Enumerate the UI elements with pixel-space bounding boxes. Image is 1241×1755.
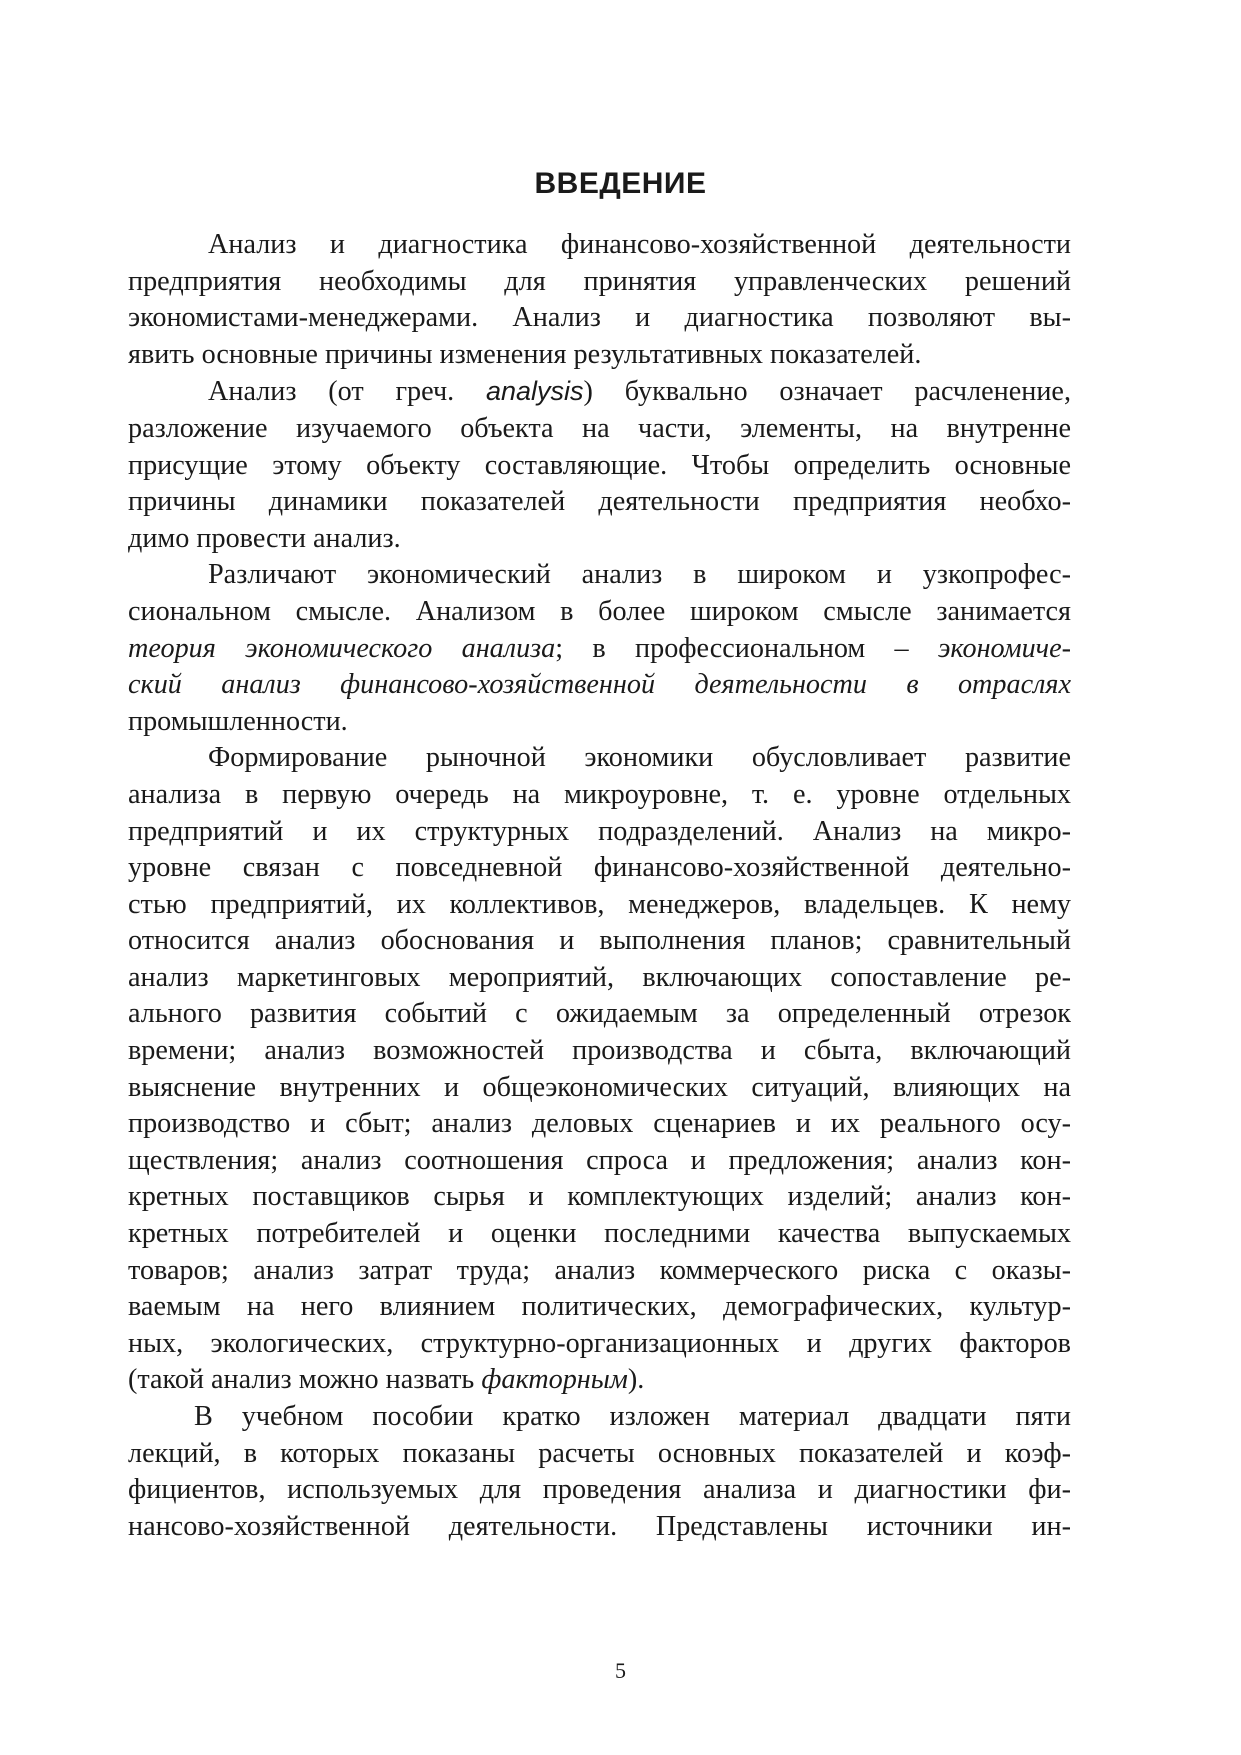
text-line: ществления; анализ соотношения спроса и предложения; анализ кон- [128,1144,1071,1176]
text-line: выяснение внутренних и общеэкономических ситуаций, влияющих на [128,1071,1071,1103]
text-line: анализа в первую очередь на микроуровне, т. е. уровне отдельных [128,778,1071,810]
italic-term: факторным [481,1364,628,1396]
paragraph-2 [128,373,1071,557]
text-line: сиональном смысле. Анализом в более широком смысле занимается [128,595,1071,627]
text-line: нансово-хозяйственной деятельности. Представлены источники ин- [128,1510,1071,1542]
text-line: предприятий и их структурных подразделений. Анализ на микро- [128,815,1071,847]
page-number: 5 [615,1658,626,1683]
text-fragment: ; в профессиональном – [555,632,938,664]
italic-term: теория экономического анализа [128,632,556,664]
text-line: кретных потребителей и оценки последними качества выпускаемых [128,1218,1071,1250]
text-line: производство и сбыт; анализ деловых сценариев и их реального осу- [128,1108,1071,1140]
text-line: времени; анализ возможностей производства и сбыта, включающий [128,1035,1071,1067]
text-fragment: ). [627,1364,645,1396]
text-line: ваемым на него влиянием политических, демографических, культур- [128,1291,1071,1323]
text-line: промышленности. [128,705,348,737]
paragraph-3 [128,557,1071,740]
italic-term: экономиче- [937,632,1072,664]
text-line: Различают экономический анализ в широком и узкопрофес- [208,559,1071,591]
latin-term: analysis [485,376,584,407]
text-line: относится анализ обоснования и выполнения планов; сравнительный [128,925,1071,957]
text-line: лекций, в которых показаны расчеты основных показателей и коэф- [128,1437,1071,1469]
text-line: В учебном пособии кратко изложен материал двадцати пяти [194,1401,1071,1432]
paragraph-4 [128,740,1071,1399]
section-heading: ВВЕДЕНИЕ [534,167,707,200]
body-text [128,227,1071,1545]
paragraph-1 [128,227,1071,373]
text-line: фициентов, используемых для проведения анализа и диагностики фи- [128,1474,1071,1506]
text-line: ального развития событий с ожидаемым за определенный отрезок [128,998,1071,1030]
text-fragment: ) буквально означает расчленение, [583,376,1071,408]
text-fragment: (такой анализ можно назвать [128,1364,482,1396]
text-line: предприятия необходимы для принятия управленческих решений [128,265,1071,297]
text-line: кретных поставщиков сырья и комплектующих изделий; анализ кон- [128,1181,1071,1213]
text-line: присущие этому объекту составляющие. Чтобы определить основные [128,449,1071,481]
text-line: причины динамики показателей деятельности предприятия необхо- [128,486,1071,518]
text-line: ский анализ финансово-хозяйственной деятельности в отраслях [128,669,1071,701]
paragraph-5 [128,1399,1071,1545]
text-line: стью предприятий, их коллективов, менеджеров, владельцев. К нему [128,888,1071,920]
text-line: Анализ и диагностика финансово-хозяйственной деятельности [208,229,1071,260]
text-line: ных, экологических, структурно-организационных и других факторов [128,1327,1071,1359]
text-line: анализ маркетинговых мероприятий, включающих сопоставление ре- [128,961,1071,993]
text-line: экономистами-менеджерами. Анализ и диагностика позволяют вы- [128,302,1071,334]
text-line [128,631,1071,668]
text-line [128,373,1071,411]
text-line [128,1362,1071,1399]
text-line: димо провести анализ. [128,522,401,554]
text-line: Формирование рыночной экономики обусловливает развитие [208,742,1071,774]
text-line: товаров; анализ затрат труда; анализ коммерческого риска с оказы- [128,1254,1071,1286]
text-line: явить основные причины изменения результативных показателей. [128,338,922,370]
text-line: уровне связан с повседневной финансово-хозяйственной деятельно- [128,852,1071,884]
text-fragment: Анализ (от греч. [208,376,486,408]
text-line: разложение изучаемого объекта на части, элементы, на внутренне [128,412,1071,444]
